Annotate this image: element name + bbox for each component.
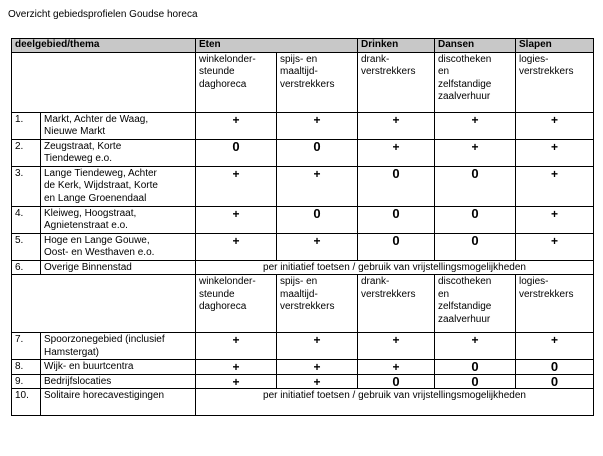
rating-cell: 0: [277, 139, 358, 166]
subheader-winkel: [196, 52, 277, 112]
cell-line: verstrekkers: [361, 288, 416, 300]
cell-line: Solitaire horecavestigingen: [44, 390, 165, 401]
cell-line: steunde: [199, 288, 235, 300]
cell-line: daghoreca: [199, 78, 247, 90]
rating-cell: 0: [516, 360, 594, 375]
cell-line: Lange Tiendeweg, Achter: [44, 167, 157, 179]
subheader-row: [12, 275, 594, 333]
cell-line: zaalverhuur: [438, 91, 491, 102]
cell-line: en: [438, 288, 450, 300]
page-title: Overzicht gebiedsprofielen Goudse horeca: [8, 9, 198, 20]
rating-cell: 0: [435, 374, 516, 389]
rating-cell: +: [196, 206, 277, 233]
rating-cell: +: [516, 112, 594, 139]
row-number: 7.: [12, 333, 41, 360]
table-row: [12, 166, 594, 206]
cell-line: Nieuwe Markt: [44, 126, 106, 137]
cell-line: verstrekkers: [361, 66, 416, 77]
header-area: deelgebied/thema: [12, 39, 196, 53]
rating-cell: 0: [435, 360, 516, 375]
row-area: [41, 333, 196, 360]
rating-cell: +: [516, 139, 594, 166]
table-row: [12, 374, 594, 389]
cell-line: verstrekkers: [280, 301, 335, 312]
rating-cell: 0: [358, 166, 435, 206]
row-area: [41, 206, 196, 233]
table-row: [12, 233, 594, 260]
row-area: [41, 112, 196, 139]
row-number: 8.: [12, 360, 41, 375]
row-number: 2.: [12, 139, 41, 166]
row-note: per initiatief toetsen / gebruik van vrijstellingsmogelijkheden: [196, 389, 594, 416]
subheader-logies: [516, 52, 594, 112]
row-number: 5.: [12, 233, 41, 260]
header-slapen: Slapen: [516, 39, 594, 53]
header-drinken: Drinken: [358, 39, 435, 53]
rating-cell: +: [516, 333, 594, 360]
cell-line: zaalverhuur: [438, 313, 491, 325]
rating-cell: +: [277, 166, 358, 206]
table-row: [12, 333, 594, 360]
rating-cell: +: [358, 360, 435, 375]
rating-cell: 0: [435, 166, 516, 206]
row-area: [41, 374, 196, 389]
subheader-winkel: [196, 275, 277, 333]
cell-line: winkelonder-: [199, 276, 256, 287]
rating-cell: +: [277, 374, 358, 389]
rating-cell: +: [196, 112, 277, 139]
table-row: [12, 260, 594, 275]
rating-cell: +: [435, 139, 516, 166]
cell-line: Wijk- en buurtcentra: [44, 361, 134, 372]
subheader-drank: [358, 275, 435, 333]
row-area: [41, 233, 196, 260]
rating-cell: +: [277, 360, 358, 375]
subheader-row: [12, 52, 594, 112]
cell-line: winkelonder-: [199, 53, 256, 65]
rating-cell: +: [435, 333, 516, 360]
rating-cell: 0: [196, 139, 277, 166]
table-row: [12, 206, 594, 233]
rating-cell: 0: [516, 374, 594, 389]
row-number: 10.: [12, 389, 41, 416]
row-number: 9.: [12, 374, 41, 389]
rating-cell: +: [516, 206, 594, 233]
cell-line: verstrekkers: [519, 66, 574, 77]
rating-cell: +: [277, 333, 358, 360]
cell-line: spijs- en: [280, 276, 318, 287]
cell-line: verstrekkers: [280, 78, 335, 90]
subheader-blank: [12, 275, 196, 333]
cell-line: spijs- en: [280, 53, 318, 65]
header-eten: Eten: [196, 39, 358, 53]
cell-line: discotheken: [438, 53, 492, 65]
table-header-row: [12, 39, 594, 53]
row-area: [41, 260, 196, 275]
cell-line: steunde: [199, 66, 235, 77]
table-body: [12, 39, 594, 416]
subheader-blank: [12, 52, 196, 112]
row-number: 3.: [12, 166, 41, 206]
cell-line: en: [438, 66, 450, 77]
cell-line: maaltijd-: [280, 66, 318, 77]
cell-line: logies-: [519, 276, 549, 287]
rating-cell: +: [196, 233, 277, 260]
rating-cell: +: [358, 333, 435, 360]
rating-cell: +: [358, 112, 435, 139]
row-note: per initiatief toetsen / gebruik van vrijstellingsmogelijkheden: [196, 260, 594, 275]
table-row: [12, 389, 594, 416]
cell-line: drank-: [361, 276, 390, 287]
table-row: [12, 139, 594, 166]
row-area: [41, 360, 196, 375]
cell-line: Kleiweg, Hoogstraat,: [44, 207, 137, 219]
cell-line: daghoreca: [199, 301, 247, 312]
cell-line: Bedrijfslocaties: [44, 375, 112, 387]
row-area: [41, 139, 196, 166]
rating-cell: +: [358, 139, 435, 166]
row-number: 4.: [12, 206, 41, 233]
subheader-disco: [435, 52, 516, 112]
cell-line: drank-: [361, 53, 390, 65]
header-dansen: Dansen: [435, 39, 516, 53]
cell-line: Agnietenstraat e.o.: [44, 220, 128, 231]
rating-cell: 0: [358, 206, 435, 233]
cell-line: Markt, Achter de Waag,: [44, 113, 149, 125]
subheader-spijs: [277, 275, 358, 333]
rating-cell: 0: [277, 206, 358, 233]
subheader-logies: [516, 275, 594, 333]
cell-line: zelfstandige: [438, 78, 492, 90]
cell-line: Overige Binnenstad: [44, 261, 132, 273]
rating-cell: +: [516, 166, 594, 206]
rating-cell: +: [196, 333, 277, 360]
subheader-drank: [358, 52, 435, 112]
cell-line: Oost- en Westhaven e.o.: [44, 247, 155, 258]
row-area: [41, 389, 196, 416]
cell-line: Spoorzonegebied (inclusief: [44, 334, 165, 345]
rating-cell: +: [277, 112, 358, 139]
cell-line: Hoge en Lange Gouwe,: [44, 234, 150, 246]
row-area: [41, 166, 196, 206]
rating-cell: +: [277, 233, 358, 260]
horeca-profile-table: [11, 38, 594, 416]
rating-cell: 0: [435, 233, 516, 260]
cell-line: de Kerk, Wijdstraat, Korte: [44, 180, 158, 191]
cell-line: zelfstandige: [438, 301, 492, 312]
rating-cell: 0: [358, 233, 435, 260]
cell-line: maaltijd-: [280, 288, 318, 300]
cell-line: logies-: [519, 53, 549, 65]
subheader-disco: [435, 275, 516, 333]
rating-cell: +: [196, 166, 277, 206]
rating-cell: +: [196, 374, 277, 389]
rating-cell: 0: [358, 374, 435, 389]
cell-line: discotheken: [438, 276, 492, 287]
row-number: 6.: [12, 260, 41, 275]
cell-line: Hamstergat): [44, 346, 100, 358]
rating-cell: +: [435, 112, 516, 139]
cell-line: Zeugstraat, Korte: [44, 140, 122, 152]
cell-line: verstrekkers: [519, 288, 574, 300]
cell-line: en Lange Groenendaal: [44, 192, 147, 204]
table-row: [12, 112, 594, 139]
row-number: 1.: [12, 112, 41, 139]
subheader-spijs: [277, 52, 358, 112]
table-row: [12, 360, 594, 375]
rating-cell: 0: [435, 206, 516, 233]
cell-line: Tiendeweg e.o.: [44, 153, 113, 164]
rating-cell: +: [196, 360, 277, 375]
rating-cell: +: [516, 233, 594, 260]
